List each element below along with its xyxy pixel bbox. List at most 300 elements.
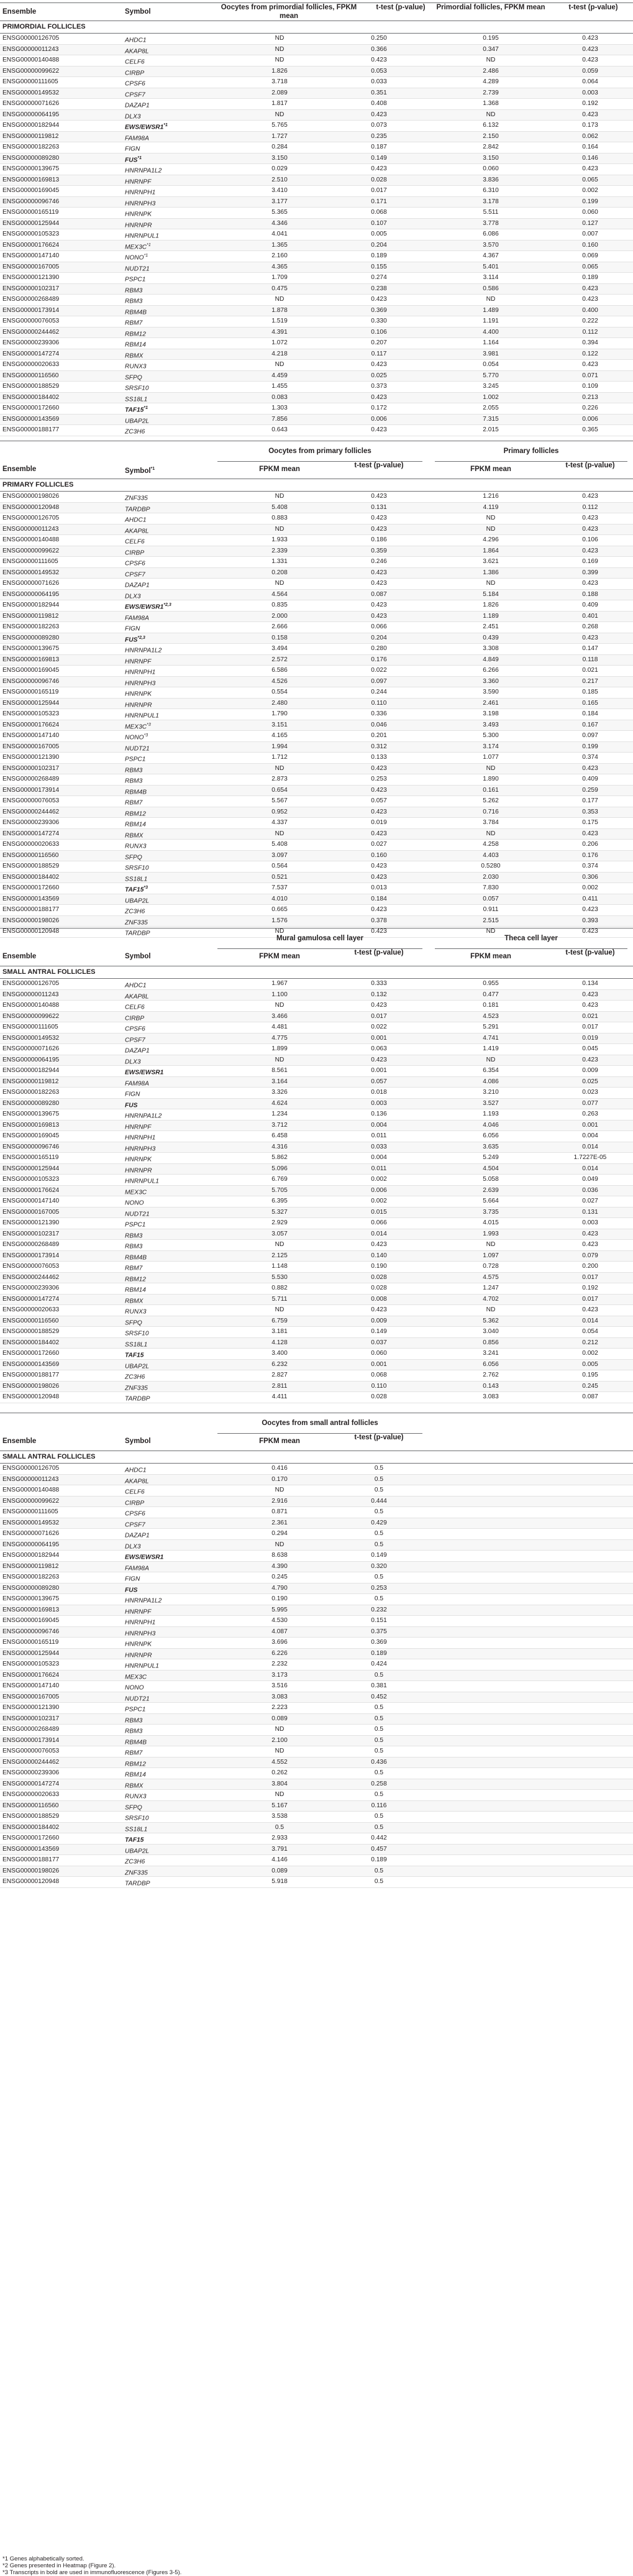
cell-value: 3.114 (483, 274, 499, 281)
cell-value: 0.423 (371, 612, 387, 620)
cell-value: ND (486, 111, 496, 118)
cell-value: 0.036 (582, 1186, 598, 1194)
cell-ensemble: ENSG00000126705 (2, 515, 60, 521)
cell-value: 0.280 (371, 645, 387, 652)
cell-ensemble: ENSG00000116560 (2, 851, 59, 859)
cell-symbol-text: MEX3C (125, 243, 147, 250)
cell-value: 1.331 (271, 558, 288, 565)
cell-value: 0.330 (371, 318, 387, 324)
cell-ensemble: ENSG00000020633 (2, 1306, 60, 1313)
table-row (0, 774, 633, 786)
table-row (0, 219, 633, 230)
table-row (0, 1283, 633, 1295)
table-row (0, 622, 633, 633)
cell-value: 1.148 (271, 1263, 288, 1270)
cell-value: 0.5 (374, 1487, 384, 1493)
cell-symbol-text: FAM98A (125, 614, 149, 621)
cell-value: 0.005 (582, 1360, 598, 1368)
cell-value: 1.002 (483, 393, 499, 401)
cell-value: 0.5 (374, 1595, 384, 1602)
cell-value: 0.250 (371, 35, 387, 42)
cell-value: 0.207 (371, 339, 387, 346)
cell-value: 2.000 (271, 612, 288, 620)
table-row (0, 687, 633, 699)
table-row (0, 1022, 633, 1034)
table-row (0, 1649, 633, 1660)
cell-value: 0.161 (483, 786, 499, 794)
cell-value: 2.572 (271, 656, 288, 663)
table-row (0, 208, 633, 219)
cell-ensemble: ENSG00000119812 (2, 1562, 59, 1570)
cell-value: 6.769 (271, 1176, 288, 1183)
table-row (0, 796, 633, 807)
cell-value: 0.871 (271, 1508, 288, 1515)
cell-ensemble: ENSG00000020633 (2, 841, 60, 848)
cell-value: ND (486, 57, 496, 63)
cell-value: 0.192 (582, 1285, 598, 1291)
cell-ensemble: ENSG00000172660 (2, 884, 60, 891)
cell-value: 5.918 (271, 1878, 288, 1885)
cell-value: 0.014 (371, 1230, 387, 1237)
cell-value: 4.041 (271, 231, 288, 237)
cell-ensemble: ENSG00000126705 (2, 1465, 60, 1472)
cell-symbol-text: HNRNPK (125, 690, 152, 698)
cell-value: 0.952 (271, 808, 288, 815)
cell-value: 0.436 (371, 1758, 387, 1766)
cell-value: 1.790 (271, 710, 288, 717)
cell-value: 6.759 (271, 1317, 288, 1324)
cell-value: 4.316 (271, 1143, 288, 1150)
cell-value: 0.716 (483, 808, 499, 815)
cell-ensemble: ENSG00000064195 (2, 111, 60, 118)
cell-value: 0.423 (371, 1002, 387, 1009)
cell-symbol-text: HNRNPF (125, 1608, 152, 1615)
cell-value: 0.022 (371, 1024, 387, 1030)
table-row (0, 99, 633, 110)
cell-value: 0.238 (371, 285, 387, 292)
cell-ensemble: ENSG00000140488 (2, 536, 60, 543)
cell-value: 0.181 (483, 1002, 499, 1009)
cell-value: 0.002 (582, 1350, 598, 1357)
group-header-left: Oocytes from primary follicles (217, 441, 422, 462)
cell-ensemble: ENSG00000176624 (2, 721, 60, 728)
table-row (0, 1273, 633, 1284)
cell-symbol-text: EWS/EWSR1 (125, 1069, 164, 1076)
cell-value: 0.366 (371, 45, 387, 53)
cell-value: 3.174 (483, 743, 499, 750)
cell-value: 0.003 (582, 1219, 598, 1226)
cell-value: 4.010 (271, 895, 288, 902)
table-row (0, 1349, 633, 1360)
cell-value: 0.019 (371, 819, 387, 826)
cell-value: ND (275, 1541, 285, 1548)
cell-value: 0.423 (582, 1230, 598, 1237)
cell-value: 3.804 (271, 1780, 288, 1787)
table-row (0, 164, 633, 175)
cell-ensemble: ENSG00000139675 (2, 1111, 60, 1117)
cell-symbol-text: EWS/EWSR1 (125, 603, 164, 611)
table-row (0, 1475, 633, 1486)
table-row (0, 382, 633, 393)
table-row (0, 1066, 633, 1077)
cell-value: 4.790 (271, 1584, 288, 1592)
cell-value: ND (486, 764, 496, 772)
cell-value: 4.481 (271, 1024, 288, 1030)
cell-value: 0.245 (582, 1382, 598, 1390)
table-row (0, 110, 633, 121)
cell-value: 1.817 (271, 100, 288, 107)
cell-value: 0.423 (582, 634, 598, 641)
cell-value: 0.118 (582, 656, 598, 663)
cell-value: 0.423 (582, 928, 598, 935)
cell-value: 0.5 (374, 1475, 384, 1483)
cell-value: 4.289 (483, 78, 499, 85)
cell-ensemble: ENSG00000140488 (2, 1002, 60, 1009)
cell-value: ND (275, 361, 285, 368)
cell-value: 5.711 (271, 1295, 288, 1303)
cell-value: 0.199 (582, 198, 598, 205)
cell-value: 2.933 (271, 1835, 288, 1841)
cell-value: 0.373 (371, 383, 387, 390)
cell-ensemble: ENSG00000105323 (2, 231, 60, 237)
cell-ensemble: ENSG00000011243 (2, 525, 59, 533)
cell-value: 1.191 (483, 318, 499, 324)
cell-value: 0.333 (371, 980, 387, 987)
cell-value: 1.967 (271, 980, 288, 987)
cell-ensemble: ENSG00000188529 (2, 383, 60, 390)
cell-value: 0.378 (371, 917, 387, 924)
cell-value: 0.133 (371, 754, 387, 761)
cell-value: 0.143 (483, 1382, 499, 1390)
cell-symbol-text: RUNX3 (125, 1793, 147, 1800)
cell-ensemble: ENSG00000184402 (2, 1339, 60, 1346)
cell-symbol-text: AKAP8L (125, 527, 149, 534)
col-symbol-sup: *1 (150, 467, 155, 471)
cell-value: 0.199 (582, 743, 598, 750)
cell-symbol-text: DLX3 (125, 1058, 141, 1065)
cell-value: 0.5 (374, 1823, 384, 1831)
cell-symbol-sup: *1 (137, 155, 142, 160)
cell-value: 0.423 (371, 863, 387, 869)
cell-value: 0.423 (371, 764, 387, 772)
cell-ensemble: ENSG00000239306 (2, 819, 60, 826)
cell-ensemble: ENSG00000172660 (2, 1350, 60, 1357)
cell-value: 0.046 (371, 721, 387, 728)
cell-value: 0.253 (371, 1584, 387, 1592)
cell-value: 4.390 (271, 1562, 288, 1570)
cell-symbol-text: RUNX3 (125, 843, 147, 850)
cell-symbol-text: RBM7 (125, 799, 143, 807)
cell-value: 0.423 (582, 165, 598, 172)
cell-symbol-text: CELF6 (125, 1004, 145, 1011)
table-row (0, 731, 633, 742)
cell-symbol-text: CPSF6 (125, 80, 145, 88)
cell-value: 0.365 (582, 426, 598, 433)
cell-value: 1.576 (271, 917, 288, 924)
cell-symbol-text: AKAP8L (125, 1477, 149, 1485)
cell-value: 0.001 (582, 1121, 598, 1129)
cell-symbol-text: CIRBP (125, 69, 145, 76)
cell-ensemble: ENSG00000140488 (2, 57, 60, 63)
cell-value: 0.158 (271, 634, 288, 641)
cell-value: 4.526 (271, 677, 288, 685)
cell-value: 0.423 (371, 296, 387, 303)
cell-value: 4.523 (483, 1012, 499, 1020)
cell-ensemble: ENSG00000173914 (2, 306, 60, 314)
cell-value: 0.423 (582, 285, 598, 292)
table-row (0, 66, 633, 78)
cell-value: 0.564 (271, 863, 288, 869)
cell-value: 0.375 (371, 1628, 387, 1635)
cell-value: 0.184 (371, 895, 387, 902)
cell-value: 0.401 (582, 612, 598, 620)
table-row (0, 883, 633, 894)
table-row (0, 1360, 633, 1371)
cell-value: 2.055 (483, 405, 499, 411)
cell-value: 0.112 (582, 328, 598, 336)
table-row (0, 1790, 633, 1801)
cell-value: 3.590 (483, 689, 499, 695)
cell-symbol-text: HNRNPH1 (125, 669, 156, 676)
cell-value: 1.189 (483, 612, 499, 620)
cell-value: 4.365 (271, 263, 288, 270)
cell-symbol-text: ZC3H6 (125, 1858, 145, 1866)
cell-symbol-text: HNRNPH3 (125, 1145, 156, 1152)
cell-symbol-text: NUDT21 (125, 1695, 150, 1702)
cell-ensemble: ENSG00000116560 (2, 1802, 59, 1809)
cell-symbol-text: HNRNPH3 (125, 1629, 156, 1637)
cell-value: 0.217 (582, 677, 598, 685)
cell-symbol-text: HNRNPA1L2 (125, 1112, 162, 1120)
cell-value: 4.046 (483, 1121, 499, 1129)
cell-ensemble: ENSG00000120948 (2, 928, 60, 935)
cell-value: 0.423 (371, 786, 387, 794)
cell-value: 0.423 (371, 393, 387, 401)
cell-symbol-text: ZC3H6 (125, 908, 145, 915)
cell-value: 0.394 (582, 339, 598, 346)
cell-symbol-text: UBAP2L (125, 1847, 150, 1854)
cell-value: 4.218 (271, 350, 288, 357)
table-row (0, 393, 633, 404)
cell-value: 3.621 (483, 558, 499, 565)
cell-ensemble: ENSG00000020633 (2, 1791, 60, 1798)
table-row (0, 1044, 633, 1055)
cell-value: 3.150 (271, 154, 288, 162)
cell-ensemble: ENSG00000167005 (2, 743, 60, 750)
cell-value: 0.374 (582, 754, 598, 761)
cell-value: 8.638 (271, 1552, 288, 1559)
cell-symbol-text: FAM98A (125, 134, 149, 142)
cell-value: 3.181 (271, 1328, 288, 1335)
table-body (0, 34, 633, 436)
table-row (0, 612, 633, 623)
table-row (0, 1616, 633, 1627)
cell-ensemble: ENSG00000165119 (2, 209, 59, 216)
cell-value: 0.423 (371, 111, 387, 118)
cell-value: ND (275, 296, 285, 303)
cell-ensemble: ENSG00000182263 (2, 144, 60, 150)
cell-symbol-text: TARDBP (125, 1880, 150, 1887)
cell-value: 0.195 (582, 1372, 598, 1378)
table-row (0, 77, 633, 88)
cell-symbol-text: NUDT21 (125, 265, 150, 272)
cell-value: 0.014 (582, 1165, 598, 1172)
table-row (0, 1088, 633, 1099)
cell-value: 3.466 (271, 1012, 288, 1020)
cell-symbol-text: RBM3 (125, 766, 143, 774)
cell-value: 0.347 (483, 45, 499, 53)
cell-value: 0.411 (582, 895, 598, 902)
cell-ensemble: ENSG00000071626 (2, 580, 60, 587)
cell-ensemble: ENSG00000182944 (2, 602, 60, 608)
cell-value: 0.003 (371, 1099, 387, 1107)
cell-value: 0.060 (582, 209, 598, 216)
cell-value: 0.002 (371, 1198, 387, 1204)
cell-value: 0.423 (371, 602, 387, 608)
cell-value: 0.127 (582, 219, 598, 227)
cell-ensemble: ENSG00000147274 (2, 1295, 60, 1303)
cell-symbol-text: FIGN (125, 1091, 140, 1098)
cell-symbol-text: HNRNPH3 (125, 199, 156, 207)
cell-ensemble: ENSG00000188177 (2, 426, 60, 433)
table-row (0, 1370, 633, 1382)
cell-value: 0.429 (371, 1519, 387, 1526)
table-row (0, 1153, 633, 1164)
cell-symbol-text: HNRNPUL1 (125, 1178, 159, 1185)
cell-value: 0.107 (371, 219, 387, 227)
cell-ensemble: ENSG00000099622 (2, 1012, 60, 1020)
cell-ensemble: ENSG00000182944 (2, 1552, 60, 1559)
table-row (0, 45, 633, 56)
cell-value: 7.537 (271, 884, 288, 891)
cell-symbol-text: FUS (125, 636, 138, 643)
cell-value: 0.423 (371, 493, 387, 500)
cell-value: 0.423 (582, 361, 598, 368)
cell-ensemble: ENSG00000165119 (2, 1154, 59, 1161)
cell-symbol-text: SFPQ (125, 853, 142, 861)
cell-value: 2.639 (483, 1186, 499, 1194)
cell-symbol-text: RBM12 (125, 1760, 146, 1767)
cell-value: 0.423 (582, 547, 598, 554)
col-fpkm-1: FPKM mean (259, 465, 300, 473)
cell-value: 0.037 (371, 1339, 387, 1346)
cell-value: 2.762 (483, 1372, 499, 1378)
cell-value: 0.208 (271, 569, 288, 576)
cell-value: 3.981 (483, 350, 499, 357)
table-row (0, 786, 633, 797)
cell-value: 0.423 (582, 764, 598, 772)
cell-value: 0.057 (371, 797, 387, 804)
cell-value: 1.164 (483, 339, 499, 346)
cell-value: ND (486, 1241, 496, 1248)
cell-value: 0.089 (271, 1715, 288, 1722)
cell-ensemble: ENSG00000126705 (2, 35, 60, 42)
cell-ensemble: ENSG00000143569 (2, 415, 60, 423)
table-primordial (0, 2, 633, 436)
cell-symbol-text: RBM3 (125, 1243, 143, 1250)
cell-ensemble: ENSG00000182263 (2, 623, 60, 630)
cell-value: 0.423 (371, 1241, 387, 1248)
cell-value: 0.374 (582, 863, 598, 869)
cell-symbol-text: DAZAP1 (125, 582, 150, 589)
table-row (0, 979, 633, 990)
cell-value: 0.011 (371, 1165, 387, 1172)
cell-value: 0.077 (582, 1099, 598, 1107)
cell-ensemble: ENSG00000119812 (2, 132, 59, 140)
cell-value: 0.409 (582, 602, 598, 608)
cell-value: 3.173 (271, 1671, 288, 1679)
table-row (0, 525, 633, 536)
cell-value: 6.586 (271, 667, 288, 674)
cell-value: 0.5 (374, 1791, 384, 1798)
table-row (0, 197, 633, 208)
cell-ensemble: ENSG00000239306 (2, 1769, 60, 1776)
cell-value: ND (275, 764, 285, 772)
cell-value: 4.849 (483, 656, 499, 663)
table-row (0, 861, 633, 873)
cell-symbol-text: SRSF10 (125, 864, 149, 872)
cell-value: 3.527 (483, 1099, 499, 1107)
table-row (0, 644, 633, 655)
cell-value: 0.028 (371, 176, 387, 183)
cell-value: 1.993 (483, 1230, 499, 1237)
table-row (0, 328, 633, 339)
cell-value: 0.351 (371, 89, 387, 96)
cell-ensemble: ENSG00000096746 (2, 677, 60, 685)
cell-value: 0.400 (582, 306, 598, 314)
col-fpkm-1: Oocytes from primordial follicles, FPKM mean (221, 4, 357, 20)
cell-ensemble: ENSG00000182263 (2, 1089, 60, 1096)
cell-value: 0.172 (371, 405, 387, 411)
cell-value: 0.087 (371, 590, 387, 598)
cell-value: 0.017 (371, 1012, 387, 1020)
cell-symbol (125, 1877, 150, 1889)
cell-value: 0.013 (371, 884, 387, 891)
cell-ensemble: ENSG00000169045 (2, 1132, 60, 1139)
cell-symbol-text: DLX3 (125, 112, 141, 120)
cell-symbol-text: HNRNPR (125, 221, 152, 229)
cell-ensemble: ENSG00000089280 (2, 1584, 60, 1592)
cell-value: 0.189 (371, 1856, 387, 1863)
cell-value: 0.200 (582, 1263, 598, 1270)
cell-value: 1.519 (271, 318, 288, 324)
cell-value: ND (486, 515, 496, 521)
cell-symbol-text: CPSF6 (125, 1510, 145, 1518)
cell-value: 0.025 (371, 372, 387, 379)
cell-value: 3.516 (271, 1682, 288, 1689)
cell-value: 0.274 (371, 274, 387, 281)
cell-symbol-text: NONO (125, 1199, 144, 1207)
table-row (0, 699, 633, 710)
table-row (0, 1801, 633, 1812)
cell-symbol-text: RBMX (125, 1782, 143, 1789)
cell-value: 0.106 (582, 536, 598, 543)
cell-symbol-text: SS18L1 (125, 875, 148, 882)
cell-ensemble: ENSG00000105323 (2, 1661, 60, 1667)
cell-value: 0.134 (582, 980, 598, 987)
cell-ensemble: ENSG00000188177 (2, 1372, 60, 1378)
table-row (0, 492, 633, 503)
cell-value: 6.086 (483, 231, 499, 237)
table-row (0, 753, 633, 764)
cell-symbol-text: SFPQ (125, 1804, 142, 1811)
cell-ensemble: ENSG00000126705 (2, 980, 60, 987)
cell-value: 1.864 (483, 547, 499, 554)
cell-value: 0.5280 (481, 863, 501, 869)
col-ensemble: Ensemble (2, 1437, 37, 1445)
cell-ensemble: ENSG00000244462 (2, 1273, 60, 1281)
cell-value: 0.423 (582, 35, 598, 42)
